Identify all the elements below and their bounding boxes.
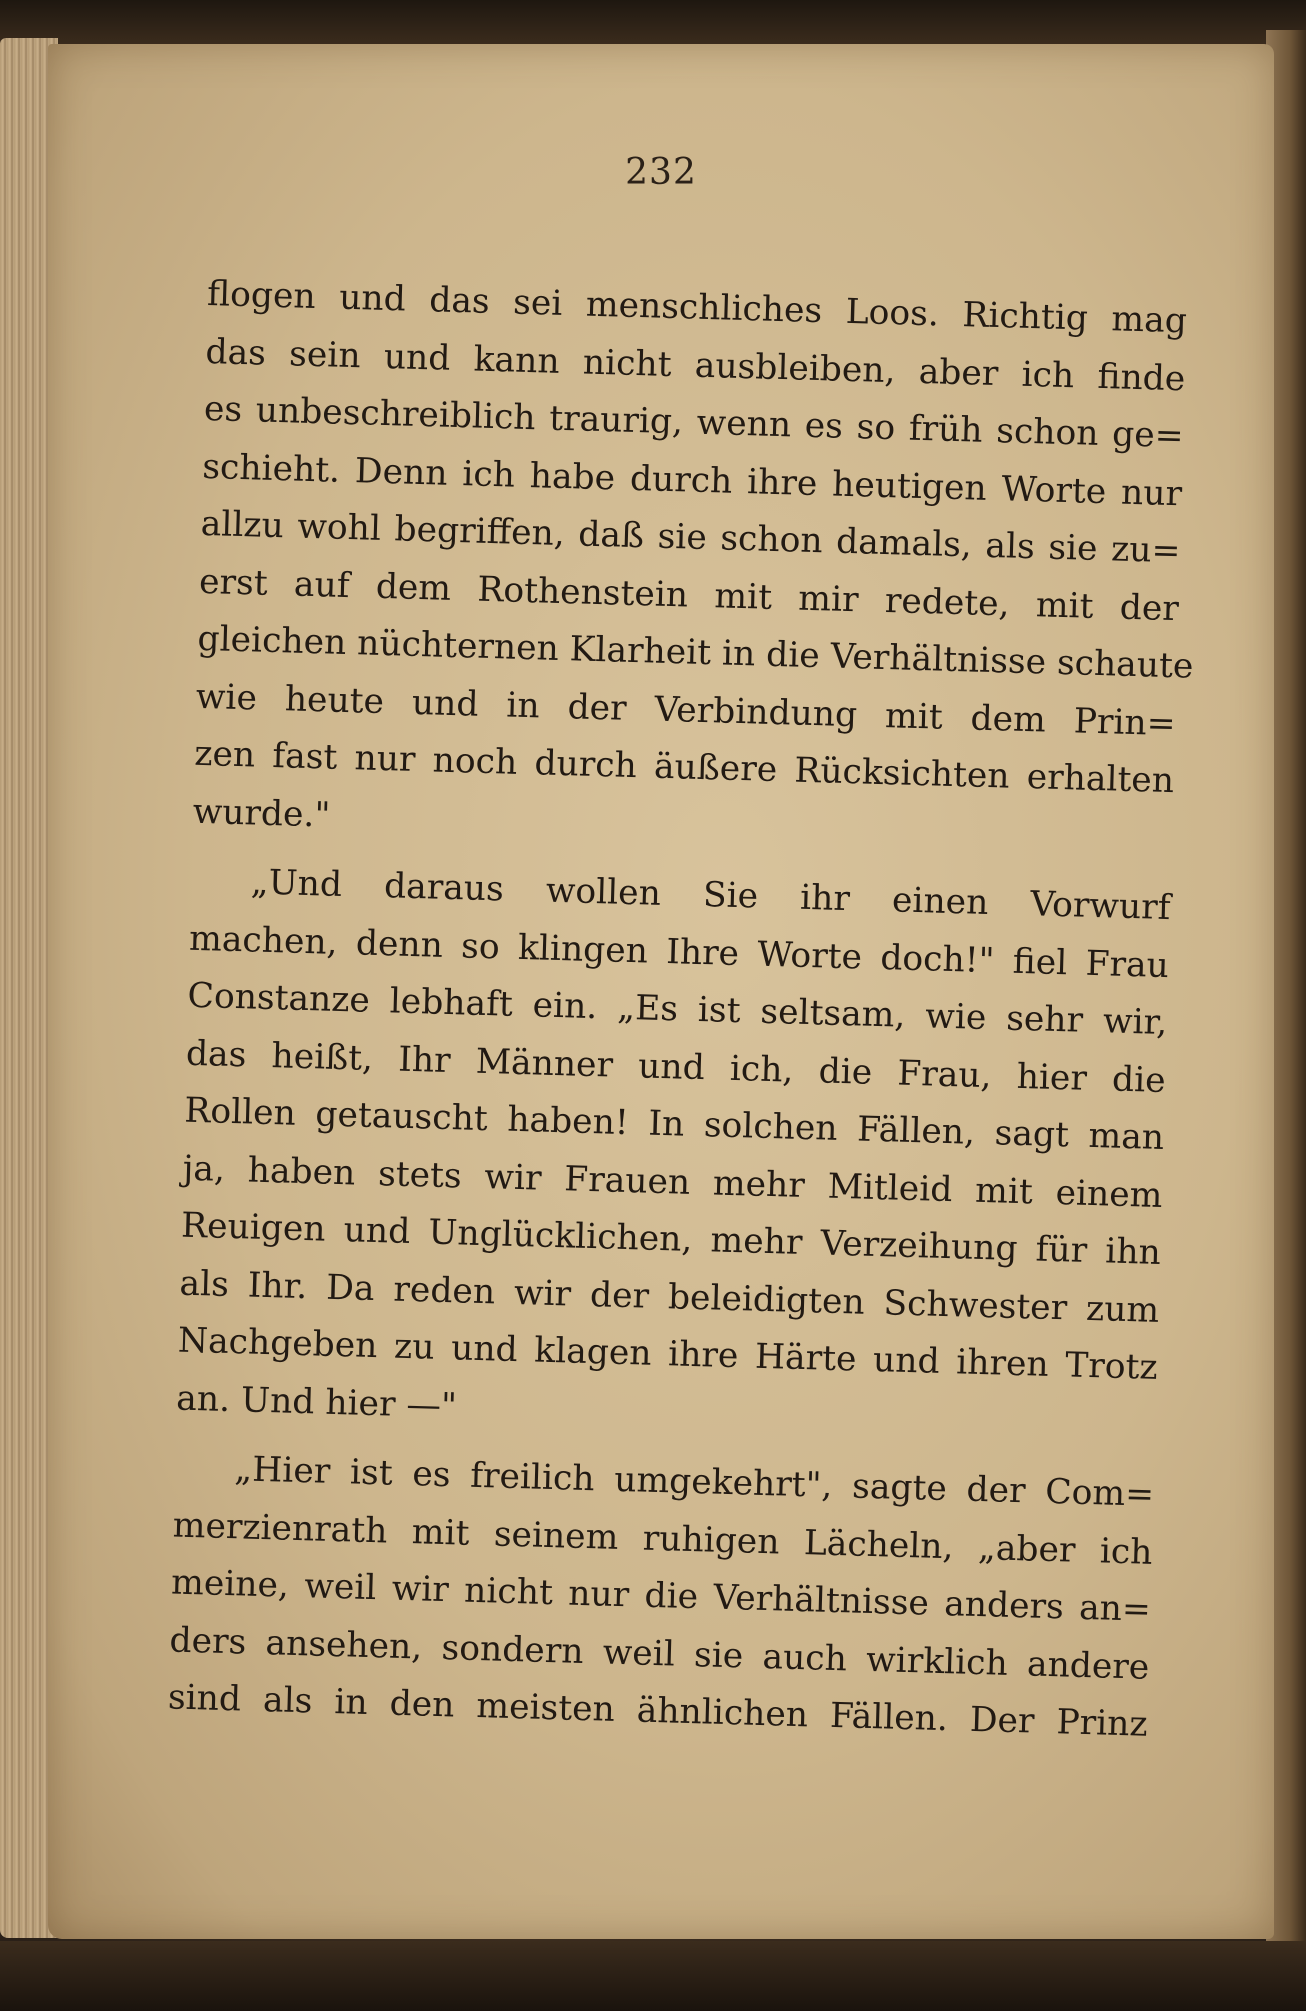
text-line: das heißt, Ihr Männer und ich, die Frau, hier die: [185, 1033, 1167, 1101]
text-line: wie heute und in der Verbindung mit dem Prin=: [195, 676, 1177, 744]
text-line: zen fast nur noch durch äußere Rücksichten erhalten: [193, 733, 1175, 802]
text-line: Rollen getauscht haben! In solchen Fällen, sagt man: [183, 1090, 1165, 1159]
text-line: ja, haben stets wir Frauen mehr Mitleid mit einem: [182, 1148, 1163, 1216]
text-line: schieht. Denn ich habe durch ihre heutigen Worte nur: [201, 446, 1183, 514]
text-line: „Hier ist es freilich umgekehrt", sagte der Com=: [233, 1449, 1155, 1515]
book-cover-top: [0, 0, 1306, 44]
book-cover-bottom: [0, 1941, 1306, 2011]
text-line: sind als in den meisten ähnlichen Fällen. Der Prinz: [167, 1677, 1149, 1745]
text-line: es unbeschreiblich traurig, wenn es so früh schon ge=: [203, 388, 1185, 457]
text-line: ders ansehen, sondern weil sie auch wirklich andere: [169, 1619, 1150, 1688]
page-text: [167, 266, 1194, 1754]
text-line: meine, weil wir nicht nur die Verhältnisse anders an=: [170, 1562, 1152, 1630]
text-line: gleichen nüchternen Klarheit in die Verhältnisse schaute: [197, 618, 1194, 687]
text-line: das sein und kann nicht ausbleiben, aber ich finde: [205, 331, 1186, 399]
text-line: Constanze lebhaft ein. „Es ist seltsam, wie sehr wir,: [187, 975, 1168, 1044]
text-line: erst auf dem Rothenstein mit mir redete, mit der: [198, 561, 1180, 629]
text-line: merzienrath mit seinem ruhigen Lächeln, „aber ich: [172, 1505, 1154, 1573]
text-line: wurde.": [192, 791, 331, 836]
text-line: Nachgeben zu und klagen ihre Härte und ihren Trotz: [177, 1320, 1159, 1388]
text-line: als Ihr. Da reden wir der beleidigten Schwester zum: [179, 1263, 1160, 1331]
book-page: [48, 44, 1274, 1939]
text-line: „Und daraus wollen Sie ihr einen Vorwurf: [250, 862, 1172, 929]
text-line: flogen und das sei menschliches Loos. Richtig mag: [206, 273, 1188, 342]
text-line: allzu wohl begriffen, daß sie schon damals, als sie zu=: [200, 503, 1181, 572]
text-line: Reuigen und Unglücklichen, mehr Verzeihung für ihn: [180, 1205, 1162, 1273]
text-line: machen, denn so klingen Ihre Worte doch!" fiel Frau: [188, 918, 1170, 986]
page-number: 232: [625, 152, 697, 193]
text-line: an. Und hier —": [175, 1378, 458, 1426]
